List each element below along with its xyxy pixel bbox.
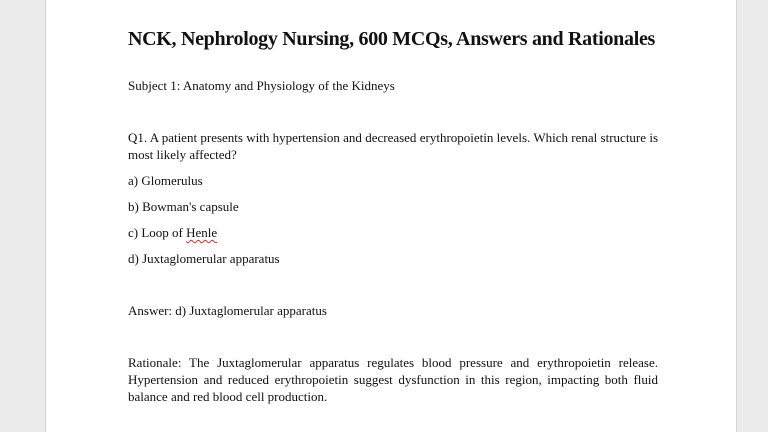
rationale-text: Rationale: The Juxtaglomerular apparatus regulates blood pressure and erythropoietin release. Hypertension and reduced erythropoietin suggest dysfunction in this region, impacting both fluid balance and red blood cell production. [128,355,658,404]
spellcheck-flagged-word[interactable]: Henle [186,225,218,240]
answer-line: Answer: d) Juxtaglomerular apparatus [128,303,327,318]
option-a: a) Glomerulus [128,173,203,188]
document-title: NCK, Nephrology Nursing, 600 MCQs, Answers and Rationales [128,28,656,50]
document-page [45,0,737,432]
option-d: d) Juxtaglomerular apparatus [128,251,280,266]
question-text: Q1. A patient presents with hypertension and decreased erythropoietin levels. Which renal structure is most likely affected? [128,130,658,162]
option-c [128,224,217,241]
subject-heading: Subject 1: Anatomy and Physiology of the Kidneys [128,78,395,93]
option-c-prefix: c) Loop of [128,225,187,240]
option-b: b) Bowman's capsule [128,199,239,214]
